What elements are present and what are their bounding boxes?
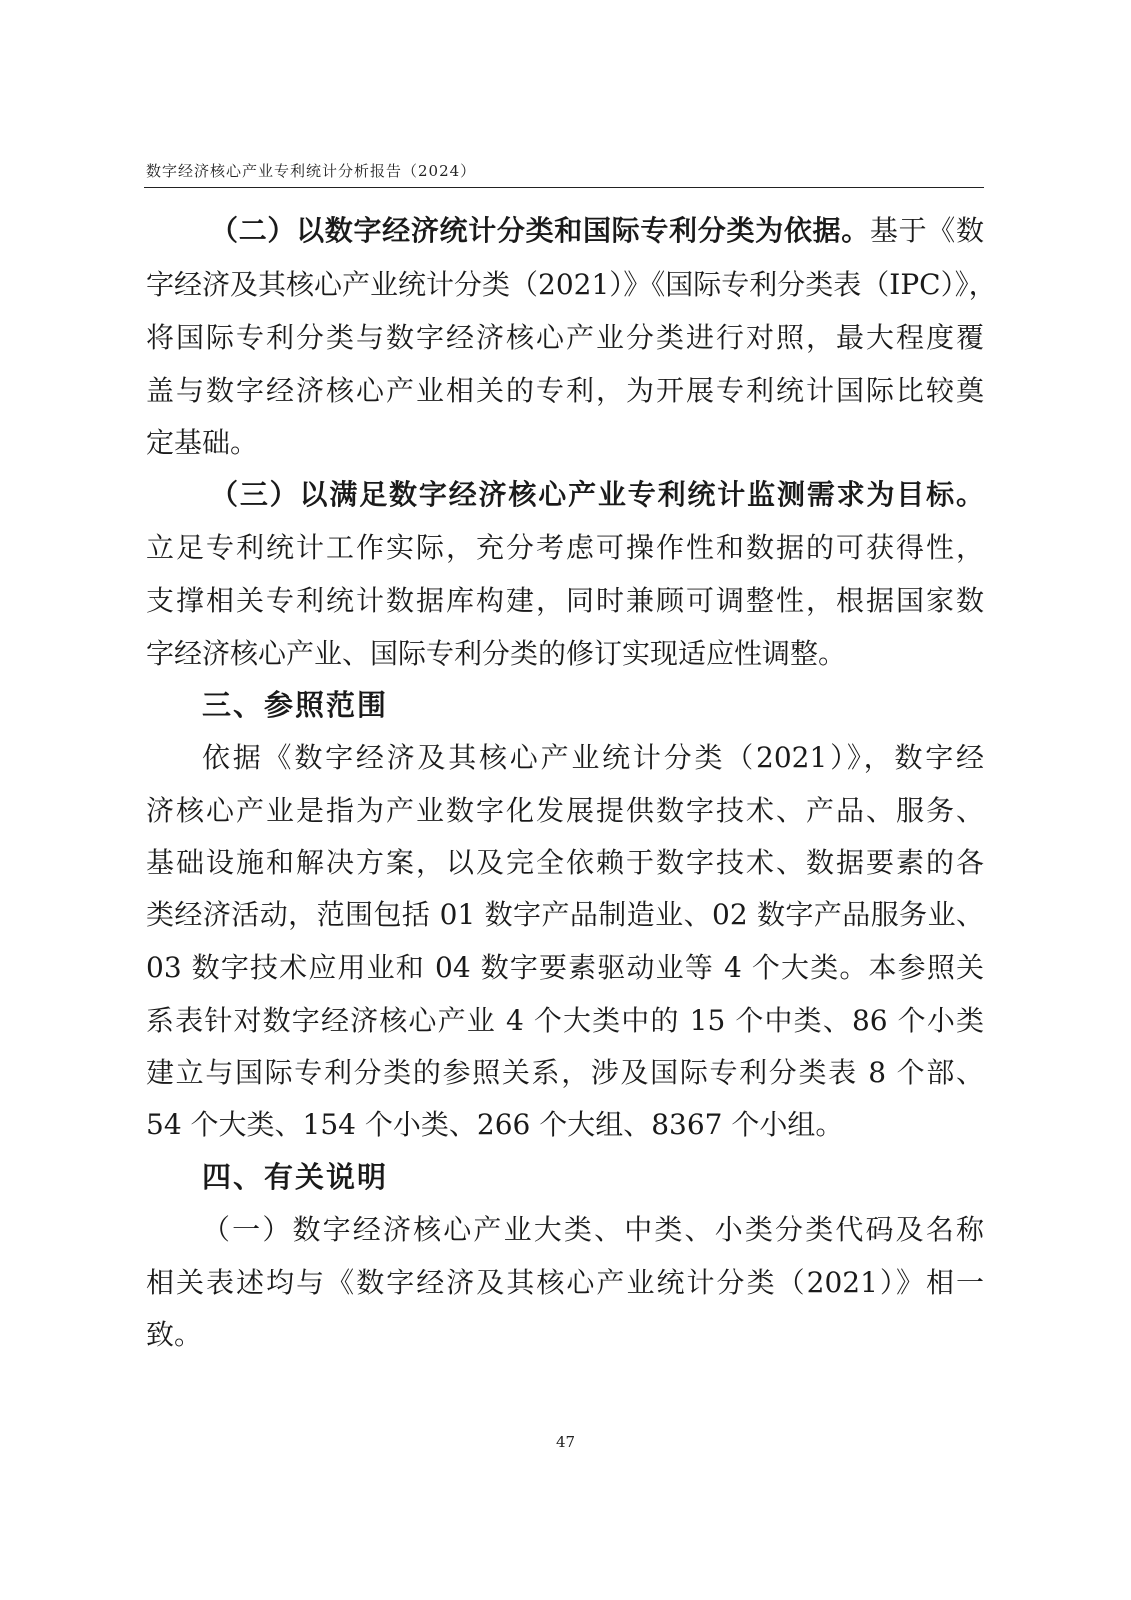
header-rule xyxy=(144,187,984,188)
paragraph-3-line-2: 济核心产业是指为产业数字化发展提供数字技术、产品、服务、 xyxy=(146,794,984,827)
paragraph-4-line-2: 相关表述均与《数字经济及其核心产业统计分类（2021）》相一 xyxy=(146,1266,984,1299)
paragraph-2-2-line-5: 定基础。 xyxy=(146,426,259,459)
paragraph-4-line-3: 致。 xyxy=(146,1318,203,1351)
paragraph-3-line-6: 系表针对数字经济核心产业 4 个大类中的 15 个中类、86 个小类 xyxy=(146,1004,984,1037)
paragraph-3-line-1: 依据《数字经济及其核心产业统计分类（2021）》，数字经 xyxy=(202,741,984,774)
paragraph-2-3-line-2: 立足专利统计工作实际，充分考虑可操作性和数据的可获得性， xyxy=(146,531,984,564)
paragraph-2-2-line-4: 盖与数字经济核心产业相关的专利，为开展专利统计国际比较奠 xyxy=(146,374,984,407)
paragraph-2-2-line-2: 字经济及其核心产业统计分类（2021）》《国际专利分类表（IPC）》， xyxy=(146,268,997,301)
paragraph-2-2-line-1 xyxy=(210,206,984,256)
paragraph-3-line-3: 基础设施和解决方案，以及完全依赖于数字技术、数据要素的各 xyxy=(146,846,984,879)
paragraph-3-line-8: 54 个大类、154 个小类、266 个大组、8367 个小组。 xyxy=(146,1108,844,1141)
section-heading-scope: 三、参照范围 xyxy=(202,688,389,722)
page-number: 47 xyxy=(555,1433,576,1451)
paragraph-2-3-line-4: 字经济核心产业、国际专利分类的修订实现适应性调整。 xyxy=(146,637,847,670)
paragraph-2-3-line-3: 支撑相关专利统计数据库构建，同时兼顾可调整性，根据国家数 xyxy=(146,584,984,617)
paragraph-2-3-lead: （三）以满足数字经济核心产业专利统计监测需求为目标。 xyxy=(210,478,984,511)
paragraph-2-2-lead: （二）以数字经济统计分类和国际专利分类为依据。 xyxy=(210,214,870,247)
section-heading-notes: 四、有关说明 xyxy=(202,1160,389,1194)
paragraph-4-line-1: （一）数字经济核心产业大类、中类、小类分类代码及名称 xyxy=(202,1213,984,1246)
paragraph-2-2-line-1-rest: 基于《数 xyxy=(869,214,984,247)
paragraph-3-line-5: 03 数字技术应用业和 04 数字要素驱动业等 4 个大类。本参照关 xyxy=(146,951,984,984)
paragraph-3-line-4: 类经济活动，范围包括 01 数字产品制造业、02 数字产品服务业、 xyxy=(146,898,984,931)
paragraph-2-2-line-3: 将国际专利分类与数字经济核心产业分类进行对照，最大程度覆 xyxy=(146,321,984,354)
running-header: 数字经济核心产业专利统计分析报告（2024） xyxy=(146,162,477,180)
paragraph-3-line-7: 建立与国际专利分类的参照关系，涉及国际专利分类表 8 个部、 xyxy=(146,1056,984,1089)
